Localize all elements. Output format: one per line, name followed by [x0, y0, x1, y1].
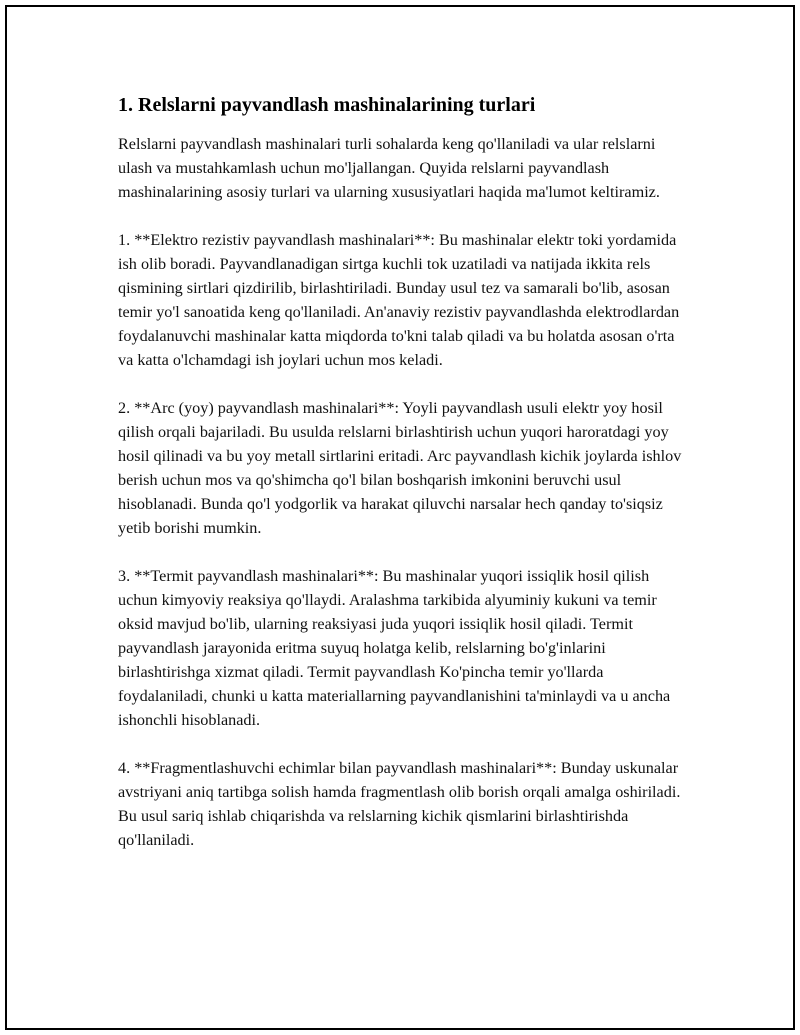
paragraph-thermite: 3. **Termit payvandlash mashinalari**: Bu mashinalar yuqori issiqlik hosil qilish uchun kimyoviy reaksiya qo'llaydi. Aralashma tarkibida alyuminiy kukuni va temir oksid mavjud bo'lib, ularning reaksiyasi juda yuqori issiqlik hosil qiladi. Termit payvandlash jarayonida eritma suyuq holatga kelib, relslarning bo'g'inlarini birlashtirishga xizmat qiladi. Termit payvandlash Ko'pincha temir yo'llarda foydalaniladi, chunki u katta materiallarning payvandlanishini ta'minlaydi va u ancha ishonchli hisoblanadi.	[118, 567, 671, 729]
document-body	[118, 92, 688, 876]
paragraph-fragmenting: 4. **Fragmentlashuvchi echimlar bilan payvandlash mashinalari**: Bunday uskunalar avstriyani aniq tartibga solish hamda fragmentlash olib borish orqali amalga oshiriladi. Bu usul sariq ishlab chiqarishda va relslarning kichik qismlarini birlashtirishda qo'llaniladi.	[118, 759, 681, 849]
paragraph-electro-resistive: 1. **Elektro rezistiv payvandlash mashinalari**: Bu mashinalar elektr toki yordamida ish olib boradi. Payvandlanadigan sirtga kuchli tok uzatiladi va natijada ikkita rels qismining sirtlari qizdirilib, birlashtiriladi. Bunday usul tez va samarali bo'lib, asosan temir yo'l sanoatida keng qo'llaniladi. An'anaviy rezistiv payvandlashda elektrodlardan foydalanuvchi mashinalar katta miqdorda to'kni talab qiladi va bu holatda asosan o'rta va katta o'lchamdagi ish joylari uchun mos keladi.	[118, 231, 680, 369]
intro-paragraph: Relslarni payvandlash mashinalari turli sohalarda keng qo'llaniladi va ular relslarni ulash va mustahkamlash uchun mo'ljallangan. Quyida relslarni payvandlash mashinalarining asosiy turlari va ularning xususiyatlari haqida ma'lumot keltiramiz.	[118, 135, 660, 201]
paragraph-arc: 2. **Arc (yoy) payvandlash mashinalari**: Yoyli payvandlash usuli elektr yoy hosil qilish orqali bajariladi. Bu usulda relslarni birlashtirish uchun yuqori haroratdagi yoy hosil qilinadi va bu yoy metall sirtlarini eritadi. Arc payvandlash kichik joylarda ishlov berish uchun mos va qo'shimcha qo'l bilan boshqarish imkonini beruvchi usul hisoblanadi. Bunda qo'l yodgorlik va harakat qiluvchi narsalar hech qanday to'siqsiz yetib borishi mumkin.	[118, 399, 682, 537]
section-heading: 1. Relslarni payvandlash mashinalarining turlari	[118, 94, 536, 116]
